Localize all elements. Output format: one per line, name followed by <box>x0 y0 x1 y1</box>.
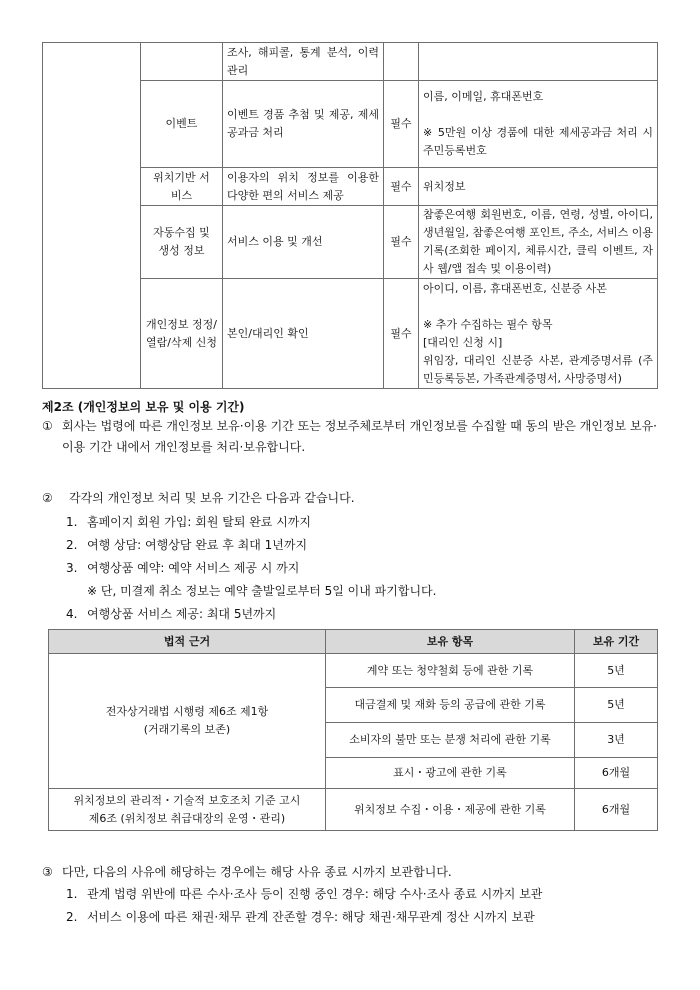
retention-item-cell: 표시・광고에 관한 기록 <box>326 758 575 789</box>
header-retention-period: 보유 기간 <box>575 630 658 654</box>
retention-period-cell: 3년 <box>575 723 658 758</box>
table-row <box>49 789 658 831</box>
list-number: 2. <box>66 538 78 552</box>
required-cell: 필수 <box>384 168 419 206</box>
table-row <box>49 654 658 688</box>
purpose-cell: 자동수집 및 생성 정보 <box>141 206 223 279</box>
legal-basis-line: (거래기록의 보존) <box>143 723 231 736</box>
items-note: ※ 5만원 이상 경품에 대한 제세공과금 처리 시 주민등록번호 <box>423 126 653 157</box>
items-cell: 위치정보 <box>419 168 658 206</box>
list-text: 서비스 이용에 따른 채권·채무 관계 잔존할 경우: 해당 채권·채무관계 정산 시까지 보관 <box>87 910 535 924</box>
retention-item-cell: 계약 또는 청약철회 등에 관한 기록 <box>326 654 575 688</box>
paragraph-text: 각각의 개인정보 처리 및 보유 기간은 다음과 같습니다. <box>69 491 355 505</box>
list-text: 홈페이지 회원 가입: 회원 탈퇴 완료 시까지 <box>87 515 311 529</box>
detail-cell: 서비스 이용 및 개선 <box>223 206 384 279</box>
paragraph-marker: ③ <box>42 865 53 879</box>
list-item <box>66 512 656 535</box>
retention-item-cell: 대금결제 및 재화 등의 공급에 관한 기록 <box>326 688 575 723</box>
list-item-note <box>66 581 656 604</box>
required-cell: 필수 <box>384 81 419 168</box>
list-text: 관계 법령 위반에 따른 수사·조사 등이 진행 중인 경우: 해당 수사·조사 종료 시까지 보관 <box>87 887 543 901</box>
legal-basis-line: 위치정보의 관리적・기술적 보호조치 기준 고시 <box>73 793 301 807</box>
required-cell <box>384 43 419 81</box>
list-item <box>66 884 658 907</box>
exception-list <box>66 884 658 930</box>
list-number: 1. <box>66 515 78 529</box>
detail-cell: 본인/대리인 확인 <box>223 279 384 389</box>
list-number: 4. <box>66 607 78 621</box>
purpose-cell: 이벤트 <box>141 81 223 168</box>
items-cell <box>419 81 658 168</box>
retention-period-cell: 6개월 <box>575 789 658 831</box>
legal-basis-cell <box>49 654 326 789</box>
list-text: 여행 상담: 여행상담 완료 후 최대 1년까지 <box>87 538 308 552</box>
list-item <box>66 558 656 581</box>
retention-period-cell: 6개월 <box>575 758 658 789</box>
collection-purpose-table <box>42 42 658 389</box>
items-cell <box>419 43 658 81</box>
required-cell: 필수 <box>384 206 419 279</box>
header-retention-item: 보유 항목 <box>326 630 575 654</box>
detail-cell: 이용자의 위치 정보를 이용한 다양한 편의 서비스 제공 <box>223 168 384 206</box>
purpose-cell <box>141 43 223 81</box>
items-sub-detail: 위임장, 대리인 신분증 사본, 관계증명서류 (주민등록등본, 가족관계증명서, 사망증명서) <box>423 353 653 385</box>
table-row <box>43 43 658 81</box>
items-cell <box>419 279 658 389</box>
retention-period-cell: 5년 <box>575 654 658 688</box>
items-text: 이름, 이메일, 휴대폰번호 <box>423 90 544 103</box>
category-cell <box>43 43 141 389</box>
detail-cell: 조사, 해피콜, 통계 분석, 이력 관리 <box>223 43 384 81</box>
list-number: 2. <box>66 910 78 924</box>
retention-item-cell: 소비자의 불만 또는 분쟁 처리에 관한 기록 <box>326 723 575 758</box>
purpose-cell: 위치기반 서비스 <box>141 168 223 206</box>
legal-basis-line: 전자상거래법 시행령 제6조 제1항 <box>105 705 269 718</box>
section-title: 제2조 (개인정보의 보유 및 이용 기간) <box>42 400 245 414</box>
list-item <box>66 535 656 558</box>
retention-period-cell: 5년 <box>575 688 658 723</box>
paragraph-2 <box>42 488 657 509</box>
legal-basis-line: 제6조 (위치정보 취급대장의 운영・관리) <box>88 811 286 825</box>
list-number: 3. <box>66 561 78 575</box>
paragraph-1 <box>42 416 657 458</box>
header-legal-basis: 법적 근거 <box>49 630 326 654</box>
detail-cell: 이벤트 경품 추첨 및 제공, 제세공과금 처리 <box>223 81 384 168</box>
items-note: ※ 추가 수집하는 필수 항목 <box>423 317 553 331</box>
purpose-cell: 개인정보 정정/열람/삭제 신청 <box>141 279 223 389</box>
paragraph-text: 회사는 법령에 따른 개인정보 보유·이용 기간 또는 정보주체로부터 개인정보를 수집할 때 동의 받은 개인정보 보유·이용 기간 내에서 개인정보를 처리·보유합니다. <box>62 419 657 454</box>
legal-basis-cell <box>49 789 326 831</box>
list-text: 여행상품 서비스 제공: 최대 5년까지 <box>87 607 277 621</box>
items-cell: 참좋은여행 회원번호, 이름, 연령, 성별, 아이디, 생년월일, 참좋은여행 포인트, 주소, 서비스 이용 기록(조회한 페이지, 체류시간, 클릭 이벤트, 자사 웹/앱 접속 및 이용이력) <box>419 206 658 279</box>
paragraph-marker: ② <box>42 491 53 505</box>
list-text: 여행상품 예약: 예약 서비스 제공 시 까지 <box>87 561 300 575</box>
items-sub: [대리인 신청 시] <box>423 335 503 349</box>
retention-item-cell: 위치정보 수집・이용・제공에 관한 기록 <box>326 789 575 831</box>
retention-table <box>48 629 658 831</box>
retention-list <box>66 512 656 627</box>
paragraph-3 <box>42 862 657 883</box>
paragraph-text: 다만, 다음의 사유에 해당하는 경우에는 해당 사유 종료 시까지 보관합니다. <box>62 865 452 879</box>
list-item <box>66 907 658 930</box>
required-cell: 필수 <box>384 279 419 389</box>
items-text: 아이디, 이름, 휴대폰번호, 신분증 사본 <box>423 281 607 295</box>
list-number: 1. <box>66 887 78 901</box>
list-item <box>66 604 656 627</box>
table-header-row <box>49 630 658 654</box>
paragraph-marker: ① <box>42 419 53 433</box>
list-text: ※ 단, 미결제 취소 정보는 예약 출발일로부터 5일 이내 파기합니다. <box>87 584 437 598</box>
